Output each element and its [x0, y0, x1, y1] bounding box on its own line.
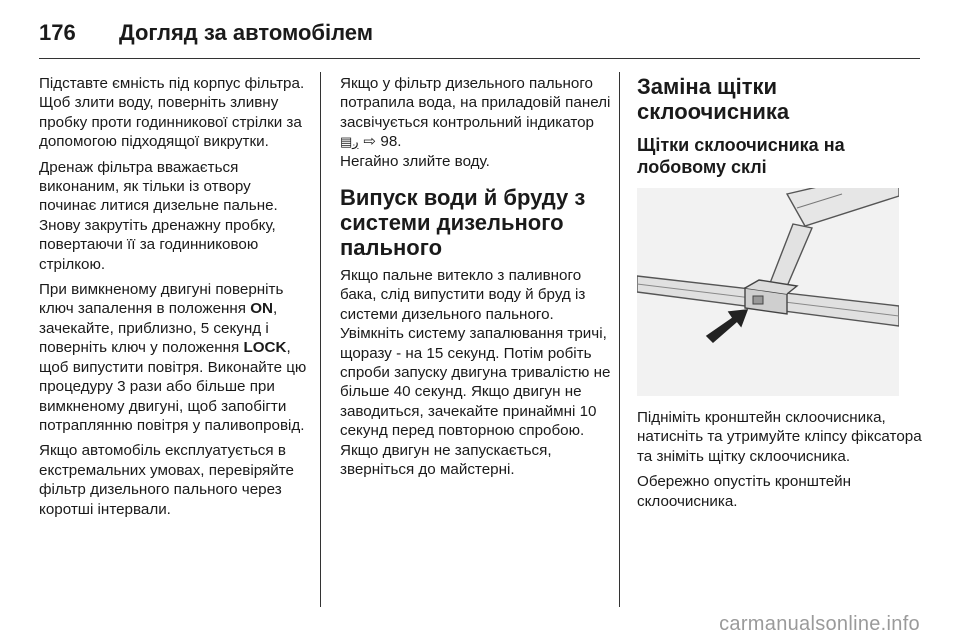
section-heading: Випуск води й бруду з системи дизельного пального: [340, 185, 586, 261]
section-heading: Заміна щітки склоочисника: [637, 74, 790, 124]
paragraph: Обережно опустіть кронштейн склоочисника.: [637, 473, 852, 510]
header-divider: [39, 58, 920, 59]
watermark: carmanualsonline.info: [719, 613, 920, 635]
paragraph: Підніміть кронштейн склоочисника, натисніть та утримуйте кліпсу фіксатора та зніміть щітку склоочисника.: [637, 409, 922, 465]
page-title: Догляд за автомобілем: [119, 20, 374, 45]
paragraph: Якщо у фільтр дизельного пального потрапила вода, на приладовій панелі засвічується контрольний індикатор ▤ږ ⇨ 98. Негайно злийте воду.: [340, 75, 611, 170]
page-header: [39, 14, 920, 54]
paragraph: При вимкненому двигуні поверніть ключ запалення в положення ON, зачекайте, приблизно, 5 секунд і поверніть ключ у положення LOCK, щоб випустити повітря. Виконайте цю процедуру 3 рази або більше при вимкненому двигуні, щоб запобігти потраплянню повітря у паливопровід.: [39, 281, 307, 434]
paragraph: Якщо пальне витекло з паливного бака, слід випустити воду й бруд із системи дизельного пального. Увімкніть систему запалювання тричі, щоразу - на 15 секунд. Потім робіть спроби запуску двигуна тривалістю не більше 40 секунд. Якщо двигун не заводиться, зачекайте принаймні 10 секунд перед повторною спробою. Якщо двигун не запускається, зверніться до майстерні.: [340, 267, 611, 479]
page-reference[interactable]: ⇨ 98.: [363, 133, 402, 151]
subsection-heading: Щітки склоочисника на лобовому склі: [637, 135, 845, 177]
column-1: [39, 74, 311, 525]
paragraph: Якщо автомобіль експлуатується в екстремальних умовах, перевіряйте фільтр дизельного пального через коротші інтервали.: [39, 442, 294, 518]
paragraph: Дренаж фільтра вважається виконаним, як тільки із отвору починає литися дизельне пальне. Знову закрутіть дренажну пробку, повертаючи її за годинниковою стрілкою.: [39, 158, 278, 273]
column-2: [340, 74, 612, 486]
paragraph: Підставте ємність під корпус фільтра. Щоб злити воду, поверніть зливну пробку проти годинникової стрілки за допомогою підходящої викрутки.: [39, 75, 305, 151]
wiper-blade-illustration: [637, 188, 899, 396]
key-lock: LOCK: [243, 339, 287, 357]
page-number: 176: [39, 20, 76, 45]
key-on: ON: [250, 300, 274, 318]
column-divider: [619, 72, 620, 607]
column-3: [637, 74, 923, 517]
water-in-fuel-icon: ▤ږ: [340, 134, 360, 150]
column-divider: [320, 72, 321, 607]
